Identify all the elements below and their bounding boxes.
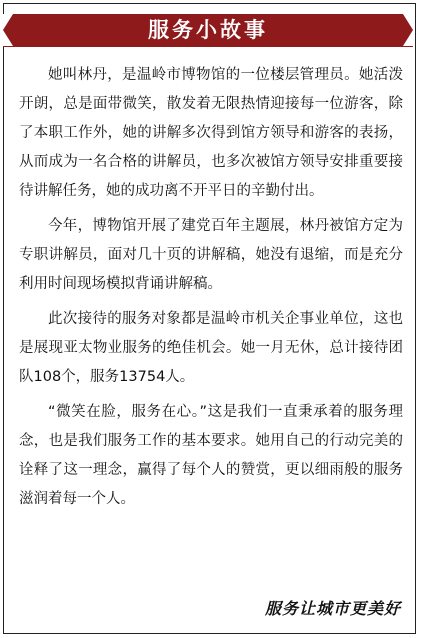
paragraph-3: 此次接待的服务对象都是温岭市机关企事业单位，这也是展现亚太物业服务的绝佳机会。她一月无休，总计接待团队108个，服务13754人。	[19, 311, 403, 385]
title-banner	[3, 14, 413, 47]
page-title: 服务小故事	[148, 18, 268, 42]
paragraph-4: “微笑在脸，服务在心。”这是我们一直秉承着的服务理念，也是我们服务工作的基本要求。她用自己的行动完美的诠释了这一理念，赢得了每个人的赞赏，更以细雨般的服务滋润着每一个人。	[19, 404, 403, 507]
slogan: 服务让城市更美好	[264, 599, 401, 618]
story-body	[19, 61, 403, 520]
paragraph-1: 她叫林丹，是温岭市博物馆的一位楼层管理员。她活泼开朗，总是面带微笑，散发着无限热情迎接每一位游客，除了本职工作外，她的讲解多次得到馆方领导和游客的表扬，从而成为一名合格的讲解员，也多次被馆方领导安排重要接待讲解任务，她的成功离不开平日的辛勤付出。	[19, 67, 403, 199]
paragraph-2: 今年，博物馆开展了建党百年主题展，林丹被馆方定为专职讲解员，面对几十页的讲解稿，她没有退缩，而是充分利用时间现场模拟背诵讲解稿。	[19, 218, 403, 292]
